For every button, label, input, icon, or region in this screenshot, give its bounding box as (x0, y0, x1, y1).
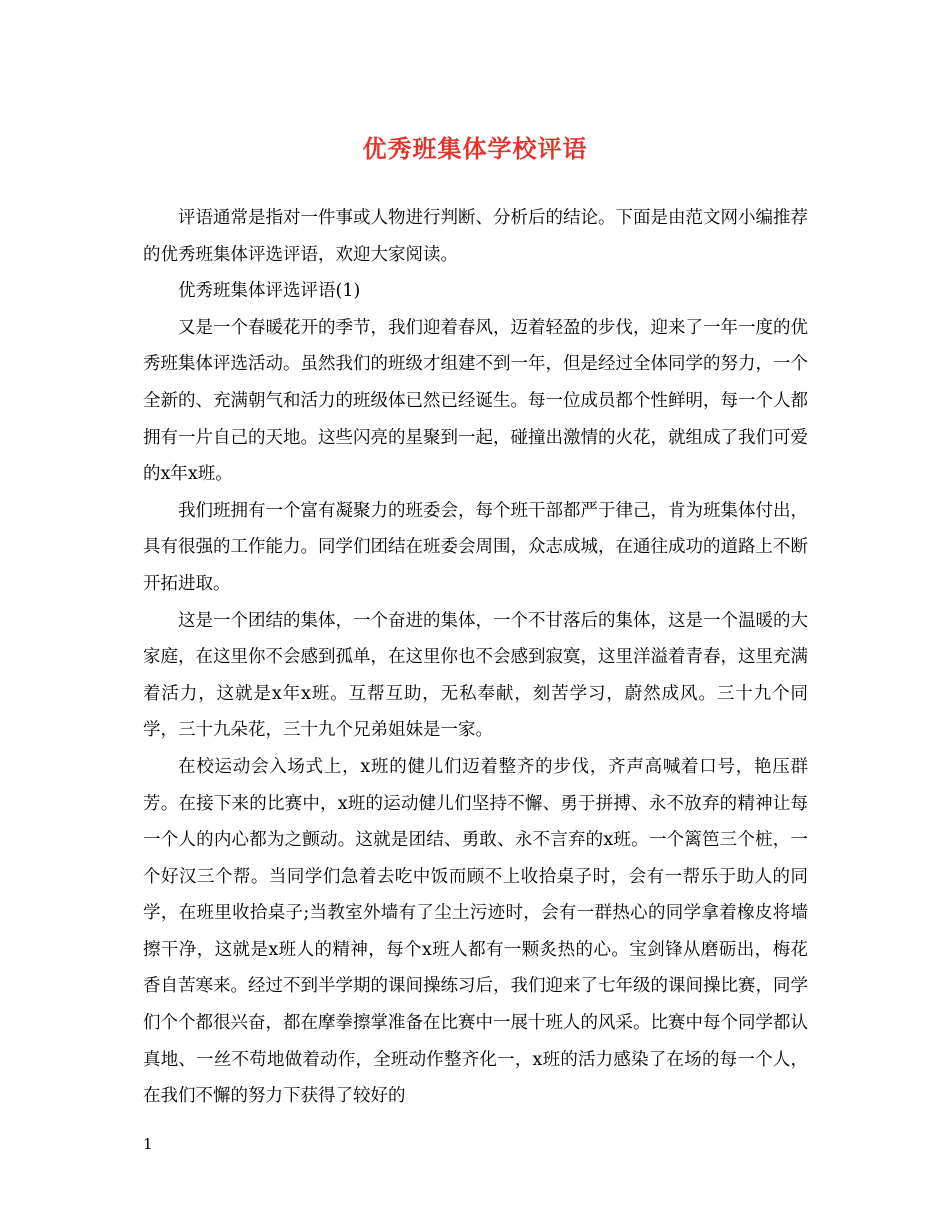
paragraph: 这是一个团结的集体，一个奋进的集体，一个不甘落后的集体，这是一个温暖的大家庭，在这里你不会感到孤单，在这里你也不会感到寂寞，这里洋溢着青春，这里充满着活力，这就是x年x班。互帮互助，无私奉献，刻苦学习，蔚然成风。三十九个同学，三十九朵花，三十九个兄弟姐妹是一家。 (143, 610, 808, 741)
document-body (143, 200, 808, 1115)
page-number: 1 (143, 1135, 153, 1153)
paragraph-intro: 评语通常是指对一件事或人物进行判断、分析后的结论。下面是由范文网小编推荐的优秀班集体评选评语，欢迎大家阅读。 (143, 208, 808, 265)
section-heading: 优秀班集体评选评语(1) (178, 281, 361, 302)
paragraph: 又是一个春暖花开的季节，我们迎着春风，迈着轻盈的步伐，迎来了一年一度的优秀班集体评选活动。虽然我们的班级才组建不到一年，但是经过全体同学的努力，一个全新的、充满朝气和活力的班级体已然已经诞生。每一位成员都个性鲜明，每一个人都拥有一片自己的天地。这些闪亮的星聚到一起，碰撞出激情的火花，就组成了我们可爱的x年x班。 (143, 317, 808, 485)
paragraph: 在校运动会入场式上，x班的健儿们迈着整齐的步伐，齐声高喊着口号，艳压群芳。在接下来的比赛中，x班的运动健儿们坚持不懈、勇于拼搏、永不放弃的精神让每一个人的内心都为之颤动。这就是团结、勇敢、永不言弃的x班。一个篱笆三个桩，一个好汉三个帮。当同学们急着去吃中饭而顾不上收拾桌子时，会有一帮乐于助人的同学，在班里收拾桌子;当教室外墙有了尘土污迹时，会有一群热心的同学拿着橡皮将墙擦干净，这就是x班人的精神，每个x班人都有一颗炙热的心。宝剑锋从磨砺出，梅花香自苦寒来。经过不到半学期的课间操练习后，我们迎来了七年级的课间操比赛，同学们个个都很兴奋，都在摩拳擦掌准备在比赛中一展十班人的风采。比赛中每个同学都认真地、一丝不苟地做着动作，全班动作整齐化一，x班的活力感染了在场的每一个人，在我们不懈的努力下获得了较好的 (143, 756, 808, 1107)
document-title: 优秀班集体学校评语 (362, 134, 588, 163)
paragraph: 我们班拥有一个富有凝聚力的班委会，每个班干部都严于律己，肯为班集体付出，具有很强的工作能力。同学们团结在班委会周围，众志成城，在通往成功的道路上不断开拓进取。 (143, 500, 808, 594)
